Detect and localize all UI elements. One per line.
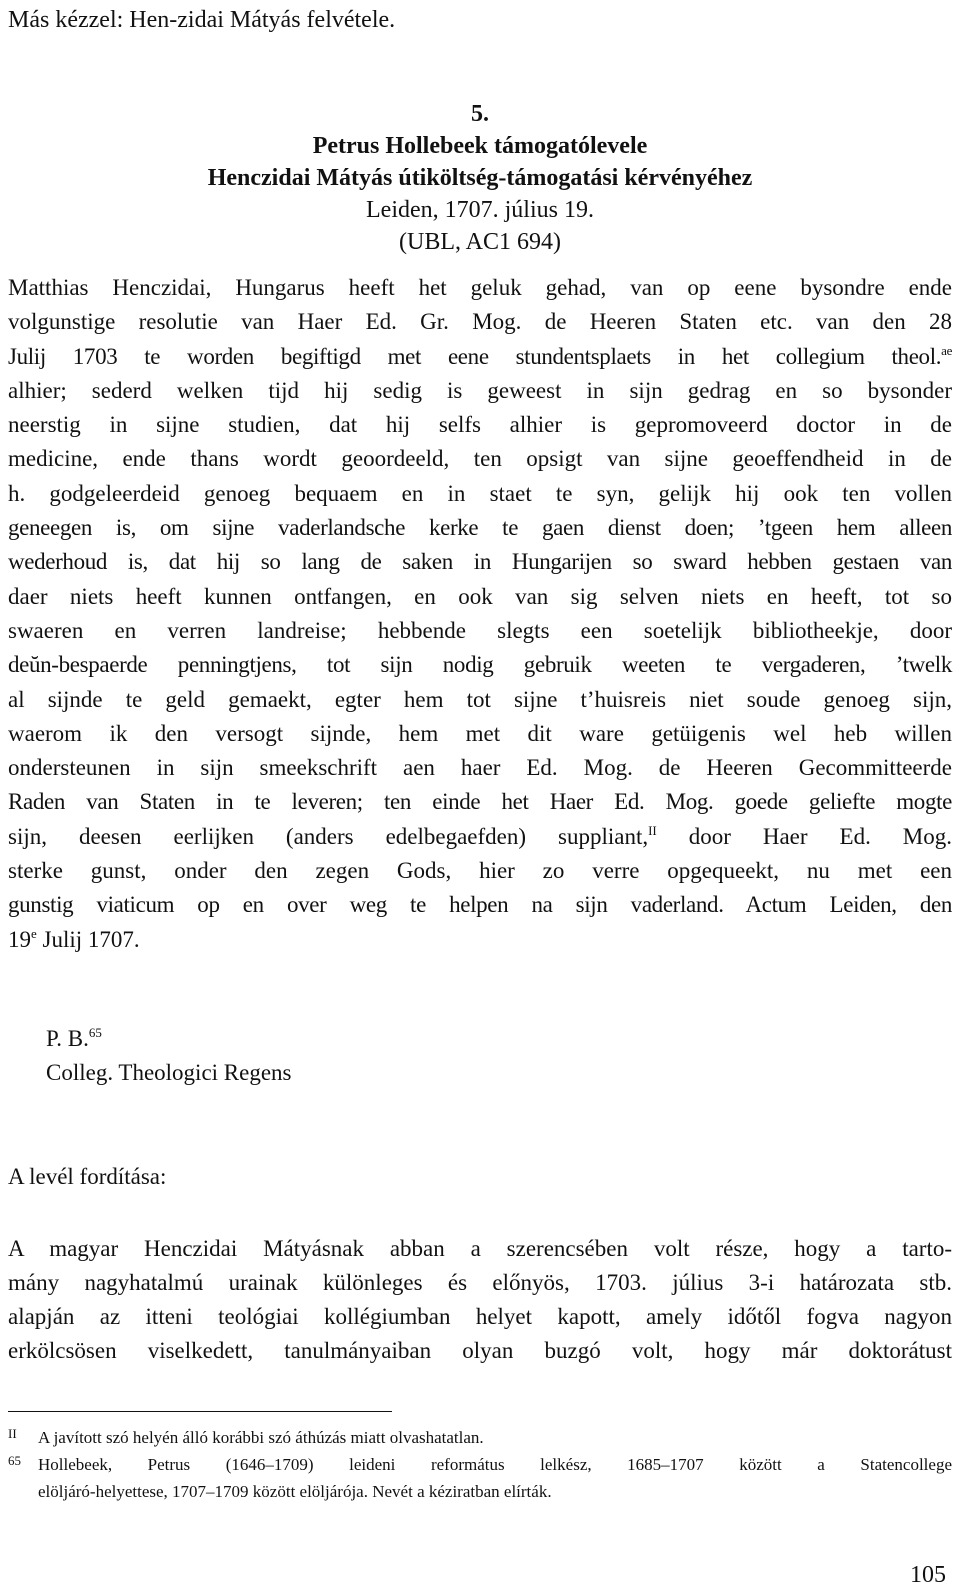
footnote [8,1424,952,1451]
signature-role: Colleg. Theologici Regens [46,1060,292,1085]
footnotes [8,1424,952,1505]
letter-line [8,923,952,957]
letter-line [8,820,952,854]
letter-line: sterke gunst, onder den zegen Gods, hier zo verre opgequeekt, nu met een [8,858,952,884]
letter-line: gunstig viaticum op en over weg te helpen na sijn vaderland. Actum Leiden, den [8,892,952,918]
translation-body [8,1232,952,1368]
footnote [8,1451,952,1505]
footnote-divider [8,1411,392,1412]
intro-note: Más kézzel: Hen-zidai Mátyás felvétele. [8,7,396,33]
letter-line-text: door Haer Ed. Mog. [656,823,952,849]
letter-line: wederhoud is, dat hij so lang de saken in Hungarijen so sward hebben gestaen van [8,549,952,575]
letter-line: deŭn-bespaerde penningtjens, tot sijn nodig gebruik weeten te vergaderen, ’twelk [8,652,952,678]
translation-line: A magyar Henczidai Mátyásnak abban a szerencsében volt része, hogy a tarto- [8,1236,952,1261]
letter-line: al sijnde te geld gemaekt, egter hem tot sijne t’huisreis niet soude genoeg sijn, [8,686,952,712]
document-title-line-2: Henczidai Mátyás útiköltség-támogatási kérvényéhez [207,165,753,191]
letter-line [8,340,952,374]
signature-block [46,1022,292,1090]
footnote-text: elöljáró-helyettese, 1707–1709 között elöljárója. Nevét a kéziratban elírták. [38,1482,552,1501]
place-date: Leiden, 1707. július 19. [366,197,594,223]
letter-line: daer niets heeft kunnen ontfangen, en ook van sig selven niets en heeft, tot so [8,583,952,609]
letter-line-text: sijn, deesen eerlijken (anders edelbegaefden) suppliant, [8,823,649,849]
letter-line: Matthias Henczidai, Hungarus heeft het geluk gehad, van op eene bysondre ende [8,275,952,300]
footnote-mark: 65 [8,1453,21,1468]
letter-line: Raden van Staten in te leveren; ten einde het Haer Ed. Mog. goede geliefte mogte [8,789,952,815]
document-number: 5. [471,101,489,127]
letter-line: alhier; sederd welken tijd hij sedig is geweest in sijn gedrag en so bysonder [8,377,952,403]
letter-line: ondersteunen in sijn smeekschrift aen haer Ed. Mog. de Heeren Gecommitteerde [8,755,952,781]
initials-text: P. B. [46,1026,89,1051]
footnote-reference: 65 [88,1025,102,1040]
signature-initials [46,1022,292,1056]
footnote-mark: II [8,1426,17,1441]
translation-line: mány nagyhatalmú urainak különleges és előnyös, 1703. július 3-i határozata stb. [8,1270,952,1295]
letter-body [8,271,952,957]
footnote-text: A javított szó helyén álló korábbi szó áthúzás miatt olvashatatlan. [38,1428,484,1447]
translation-line: alapján az itteni teológiai kollégiumban helyet kapott, amely időtől fogva nagyon [8,1304,952,1329]
letter-line-text: 19 [8,926,31,952]
document-header [8,98,952,258]
page-number: 105 [910,1562,946,1588]
letter-line: neerstig in sijne studien, dat hij selfs alhier is gepromoveerd doctor in de [8,412,952,438]
letter-line: medicine, ende thans wordt geoordeeld, ten opsigt van sijne geoeffendheid in de [8,446,952,472]
letter-line: waerom ik den versogt sijnde, hem met dit ware getüigenis wel heb willen [8,720,952,746]
letter-line: geneegen is, om sijne vaderlandsche kerke te gaen dienst doen; ’tgeen hem alleen [8,515,952,541]
source-reference: (UBL, AC1 694) [399,229,561,255]
document-title-line-1: Petrus Hollebeek támogatólevele [312,133,648,159]
superscript: e [31,925,37,941]
footnote-text: Hollebeek, Petrus (1646–1709) leideni református lelkész, 1685–1707 között a Statencollege [38,1455,952,1474]
superscript: ae [941,342,952,358]
letter-line: h. godgeleerdeid genoeg bequaem en in staet te syn, gelijk hij ook ten vollen [8,480,952,506]
letter-line: swaeren en verren landreise; hebbende slegts een soetelijk bibliotheekje, door [8,617,952,643]
footnote-reference: II [648,822,657,838]
translation-line: erkölcsösen viselkedett, tanulmányaiban olyan buzgó volt, hogy már doktorátust [8,1338,952,1363]
letter-line-text: Julij 1703 te worden begiftigd met eene stundentsplaets in het collegium theol. [8,343,942,369]
letter-line-text: Julij 1707. [36,926,140,952]
translation-title: A levél fordítása: [8,1164,167,1189]
letter-line: volgunstige resolutie van Haer Ed. Gr. Mog. de Heeren Staten etc. van den 28 [8,309,952,335]
